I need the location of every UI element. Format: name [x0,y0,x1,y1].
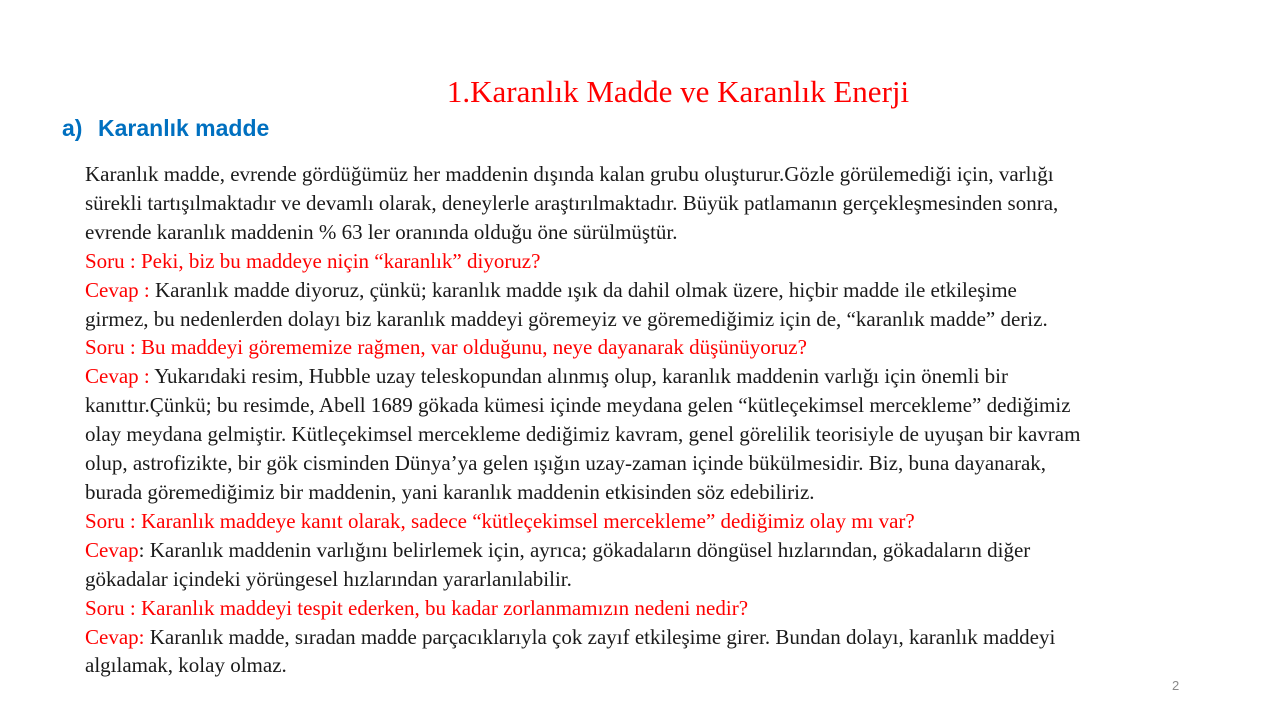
answer-4-line [85,623,1235,652]
answer-4-line: algılamak, kolay olmaz. [85,653,287,678]
answer-2-text: Yukarıdaki resim, Hubble uzay teleskopundan alınmış olup, karanlık maddenin varlığı için önemli bir [149,364,1009,389]
answer-label: Cevap : [85,364,150,389]
answer-3-line [85,536,1235,565]
answer-2-line: burada göremediğimiz bir maddenin, yani karanlık maddenin etkisinden söz edebiliriz. [85,479,815,504]
content-body [85,160,1235,680]
answer-label: Cevap: [85,624,145,649]
answer-2-line: olup, astrofizikte, bir gök cisminden Dünya’ya gelen ışığın uzay-zaman içinde bükülmesidir. Biz, buna dayanarak, [85,451,1047,476]
question-1: Soru : Peki, biz bu maddeye niçin “karanlık” diyoruz? [85,248,541,273]
answer-3-line: gökadalar içindeki yörüngesel hızlarından yararlanılabilir. [85,566,572,591]
slide-title: 1.Karanlık Madde ve Karanlık Enerji [446,74,910,109]
section-marker: a) [62,115,83,141]
answer-2-line: olay meydana gelmiştir. Kütleçekimsel mercekleme dediğimiz kavram, genel görelilik teorisiyle de uyuşan bir kavram [85,422,1081,447]
answer-label: Cevap [85,537,139,562]
answer-1-line [85,276,1235,305]
section-heading [62,112,269,144]
intro-line: sürekli tartışılmaktadır ve devamlı olarak, deneylerle araştırılmaktadır. Büyük patlamanın gerçekleşmesinden sonra, [85,190,1059,215]
section-title: Karanlık madde [98,115,270,141]
page-number: 2 [1172,678,1180,693]
question-3: Soru : Karanlık maddeye kanıt olarak, sadece “kütleçekimsel mercekleme” dediğimiz olay mı var? [85,508,915,533]
answer-3-text: : Karanlık maddenin varlığını belirlemek için, ayrıca; gökadaların döngüsel hızlarından, gökadaların diğer [138,537,1031,562]
question-2: Soru : Bu maddeyi görememize rağmen, var olduğunu, neye dayanarak düşünüyoruz? [85,335,807,360]
answer-4-text: Karanlık madde, sıradan madde parçacıklarıyla çok zayıf etkileşime girer. Bundan dolayı, karanlık maddeyi [144,624,1056,649]
question-4: Soru : Karanlık maddeyi tespit ederken, bu kadar zorlanmamızın nedeni nedir? [85,595,749,620]
answer-2-line [85,362,1235,391]
intro-line: evrende karanlık maddenin % 63 ler oranında olduğu öne sürülmüştür. [85,219,678,244]
intro-line: Karanlık madde, evrende gördüğümüz her maddenin dışında kalan grubu oluşturur.Gözle görülemediği için, varlığı [85,162,1054,186]
answer-label: Cevap : [85,277,150,302]
answer-1-line: girmez, bu nedenlerden dolayı biz karanlık maddeyi göremeyiz ve göremediğimiz için de, “karanlık madde” deriz. [85,306,1048,331]
answer-1-text: Karanlık madde diyoruz, çünkü; karanlık madde ışık da dahil olmak üzere, hiçbir madde ile etkileşime [149,277,1017,302]
answer-2-line: kanıttır.Çünkü; bu resimde, Abell 1689 gökada kümesi içinde meydana gelen “kütleçekimsel mercekleme” dediğimiz [85,393,1071,418]
